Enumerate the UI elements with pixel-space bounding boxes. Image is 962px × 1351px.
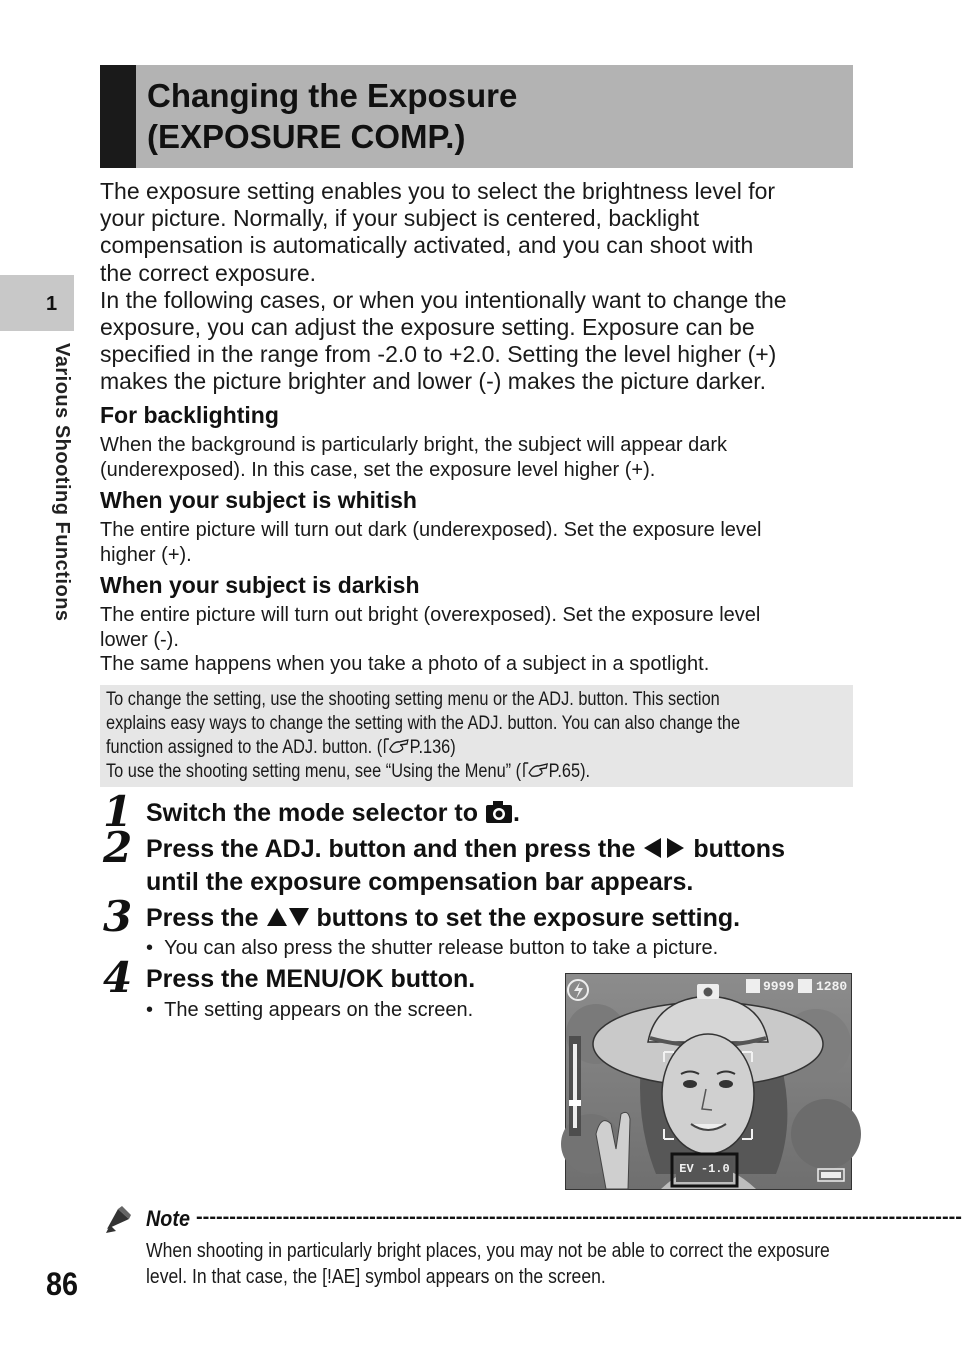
page-title <box>147 75 517 157</box>
case-text-backlighting <box>100 433 860 482</box>
chapter-label: Various Shooting Functions <box>51 343 73 622</box>
step-2-label: Press the ADJ. button and then press the <box>146 835 636 863</box>
info-text-segment: function assigned to the ADJ. button. ( <box>106 737 383 758</box>
intro-line: exposure, you can adjust the exposure setting. Exposure can be <box>100 314 755 341</box>
note-line: level. In that case, the [!AE] symbol appears on the screen. <box>146 1266 606 1288</box>
case-line: lower (-). <box>100 628 179 651</box>
case-heading-whitish: When your subject is whitish <box>100 487 417 513</box>
case-line: When the background is particularly bright, the subject will appear dark <box>100 434 727 456</box>
title-block-accent <box>100 65 136 168</box>
camera-mode-icon <box>485 800 513 824</box>
ev-value: EV -1.0 <box>679 1162 730 1176</box>
page-reference-icon <box>521 761 549 779</box>
step-4-text: Press the MENU/OK button. <box>146 965 476 993</box>
note-line: When shooting in particularly bright places, you may not be able to correct the exposure <box>146 1240 830 1262</box>
case-line: higher (+). <box>100 543 192 566</box>
page-reference-p136[interactable]: P.136) <box>409 737 456 758</box>
page-title-line2: (EXPOSURE COMP.) <box>147 118 466 155</box>
camera-screen-image <box>565 973 852 1190</box>
shots-remaining: 9999 <box>763 979 795 994</box>
case-text-darkish <box>100 603 860 677</box>
case-line: The entire picture will turn out bright (overexposed). Set the exposure level <box>100 604 761 626</box>
step-3-bullet: • You can also press the shutter release button to take a picture. <box>146 937 719 959</box>
intro-line: specified in the range from -2.0 to +2.0. Setting the level higher (+) <box>100 341 777 368</box>
step-3-text <box>146 902 856 935</box>
intro-line: The exposure setting enables you to select the brightness level for <box>100 178 776 204</box>
page-reference-icon <box>382 737 410 755</box>
step-number-3: 3 <box>103 892 133 941</box>
step-number-2: 2 <box>103 823 133 872</box>
note-divider: ------------------------------------------------------------------------------------------------------------------- <box>196 1206 962 1228</box>
page-title-line1: Changing the Exposure <box>147 77 518 114</box>
camera-screen-illustration <box>566 974 851 1189</box>
case-line: The entire picture will turn out dark (underexposed). Set the exposure level <box>100 519 762 541</box>
case-heading-darkish: When your subject is darkish <box>100 572 420 598</box>
step-2-label-suffix: buttons <box>693 835 785 863</box>
chapter-number: 1 <box>46 293 58 315</box>
case-text-whitish <box>100 518 860 567</box>
page-reference-p65[interactable]: P.65). <box>548 761 591 782</box>
intro-line: makes the picture brighter and lower (-) makes the picture darker. <box>100 368 767 395</box>
note-label: Note <box>146 1206 191 1231</box>
info-line <box>106 760 747 784</box>
image-size: 1280 <box>816 979 848 994</box>
info-text-segment: To use the shooting setting menu, see “Using the Menu” ( <box>106 761 522 782</box>
intro-paragraph <box>100 178 860 396</box>
case-heading-backlighting: For backlighting <box>100 402 279 428</box>
note-text <box>146 1238 830 1290</box>
step-4-bullet-text: The setting appears on the screen. <box>164 999 474 1021</box>
step-3-label-suffix: buttons to set the exposure setting. <box>316 904 741 932</box>
step-2-line2: until the exposure compensation bar appears. <box>146 868 694 896</box>
case-line: (underexposed). In this case, set the exposure level higher (+). <box>100 458 656 481</box>
step-3-bullet-text: You can also press the shutter release button to take a picture. <box>164 937 719 959</box>
intro-line: your picture. Normally, if your subject is centered, backlight <box>100 205 700 232</box>
step-3-label: Press the <box>146 904 259 932</box>
step-number-1: 1 <box>103 787 133 836</box>
up-down-arrows-icon <box>266 906 310 928</box>
page-number: 86 <box>46 1266 79 1302</box>
note-icon <box>102 1205 132 1235</box>
step-number-4: 4 <box>103 953 133 1002</box>
step-1-text <box>146 797 520 830</box>
step-4-bullet: • The setting appears on the screen. <box>146 999 474 1021</box>
step-2-text <box>146 833 856 899</box>
chapter-tab <box>0 275 74 331</box>
step-1-suffix: . <box>512 799 520 827</box>
step-1-label: Switch the mode selector to <box>146 799 479 827</box>
case-line: The same happens when you take a photo of a subject in a spotlight. <box>100 653 710 675</box>
title-bar <box>100 65 853 168</box>
info-text <box>106 688 747 784</box>
info-box <box>100 685 853 787</box>
intro-line: In the following cases, or when you intentionally want to change the <box>100 286 787 313</box>
info-line: explains easy ways to change the setting with the ADJ. button. You can also change the <box>106 713 741 734</box>
intro-line: compensation is automatically activated, and you can shoot with <box>100 232 754 259</box>
left-right-arrows-icon <box>642 837 686 859</box>
step-2-line1 <box>146 833 856 866</box>
info-line: To change the setting, use the shooting setting menu or the ADJ. button. This section <box>106 689 720 710</box>
info-line <box>106 736 747 760</box>
intro-line: the correct exposure. <box>100 259 317 286</box>
